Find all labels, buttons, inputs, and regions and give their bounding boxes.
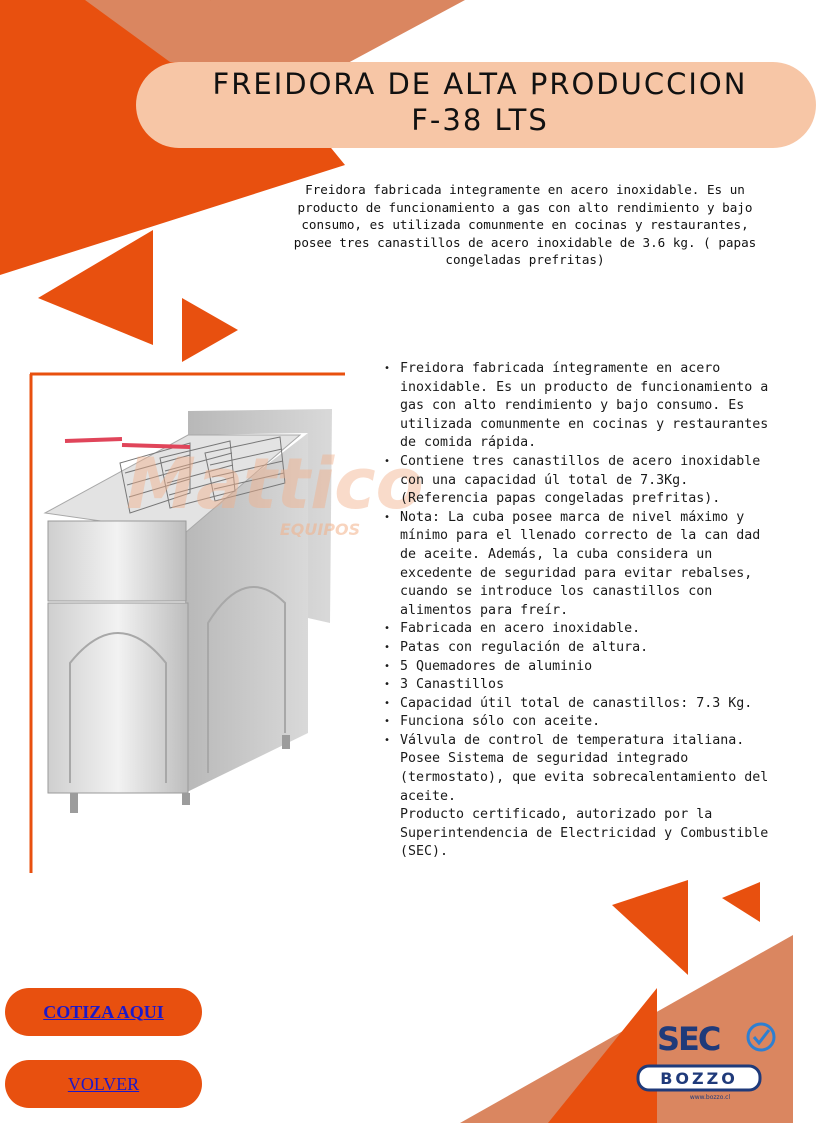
- brand-logos: [632, 1016, 782, 1106]
- fryer-product-image: [30, 373, 424, 873]
- fryer-front-panel: [48, 521, 186, 601]
- watermark-brand: Mattico: [126, 443, 424, 525]
- volver-link[interactable]: VOLVER: [67, 1073, 140, 1094]
- bozzo-logo: BOZZO: [660, 1069, 738, 1088]
- list-item: Producto certificado, autorizado por la Superintendencia de Electricidad y Combustible (SEC).: [400, 807, 769, 860]
- volver-button[interactable]: [5, 1060, 202, 1108]
- orange-arrow-bottom-a: [612, 880, 688, 975]
- fryer-leg: [182, 793, 190, 805]
- orange-arrow-right: [182, 298, 238, 362]
- list-item: • Válvula de control de temperatura italiana.: [384, 732, 774, 751]
- list-item: • Fabricada en acero inoxidable.: [384, 620, 774, 639]
- list-item: • Nota: La cuba posee marca de nivel máximo y mínimo para el llenado correcto de la can dad de aceite. Además, la cuba considera un excedente de seguridad para evitar rebalses, cuando se introduce los canastillos con alimentos para freír.: [384, 509, 774, 621]
- list-item: Posee Sistema de seguridad integrado (termostato), que evita sobrecalentamiento del aceite.: [400, 751, 769, 804]
- features-list: [384, 360, 774, 862]
- list-item: • Capacidad útil total de canastillos: 7.3 Kg.: [384, 695, 774, 714]
- list-item: • Contiene tres canastillos de acero inoxidable con una capacidad úl total de 7.3Kg. (Referencia papas congeladas prefritas).: [384, 453, 774, 509]
- list-item: • 3 Canastillos: [384, 676, 774, 695]
- sec-check-icon: [748, 1024, 774, 1050]
- orange-arrow-bottom-b: [722, 882, 760, 922]
- title-line-1: FREIDORA DE ALTA PRODUCCION: [212, 67, 748, 101]
- page-title: [160, 66, 800, 138]
- list-item: • Freidora fabricada íntegramente en acero inoxidable. Es un producto de funcionamiento a gas con alto rendimiento y bajo consumo. Es utilizada comunmente en cocinas y restaurantes de comida rápida.: [384, 360, 774, 453]
- fryer-leg: [70, 793, 78, 813]
- list-item: • Funciona sólo con aceite.: [384, 713, 774, 732]
- fryer-leg: [282, 735, 290, 749]
- intro-paragraph: Freidora fabricada integramente en acero inoxidable. Es un producto de funcionamiento a gas con alto rendimiento y bajo consumo, es utilizada comunmente en cocinas y restaurantes, posee tres canastillos de acero inoxidable de 3.6 kg. ( papas congeladas prefritas): [293, 182, 757, 267]
- sec-check-mark: [754, 1030, 769, 1043]
- cotiza-button[interactable]: [5, 988, 202, 1036]
- cotiza-link[interactable]: COTIZA AQUI: [43, 1001, 164, 1022]
- bozzo-url: www.bozzo.cl: [689, 1094, 731, 1101]
- sec-logo: SEC: [657, 1020, 720, 1058]
- list-item: • 5 Quemadores de aluminio: [384, 658, 774, 677]
- basket-handle: [65, 439, 122, 441]
- watermark-sub: EQUIPOS: [279, 520, 361, 539]
- list-item: • Patas con regulación de altura.: [384, 639, 774, 658]
- title-line-2: F-38 LTS: [411, 103, 549, 137]
